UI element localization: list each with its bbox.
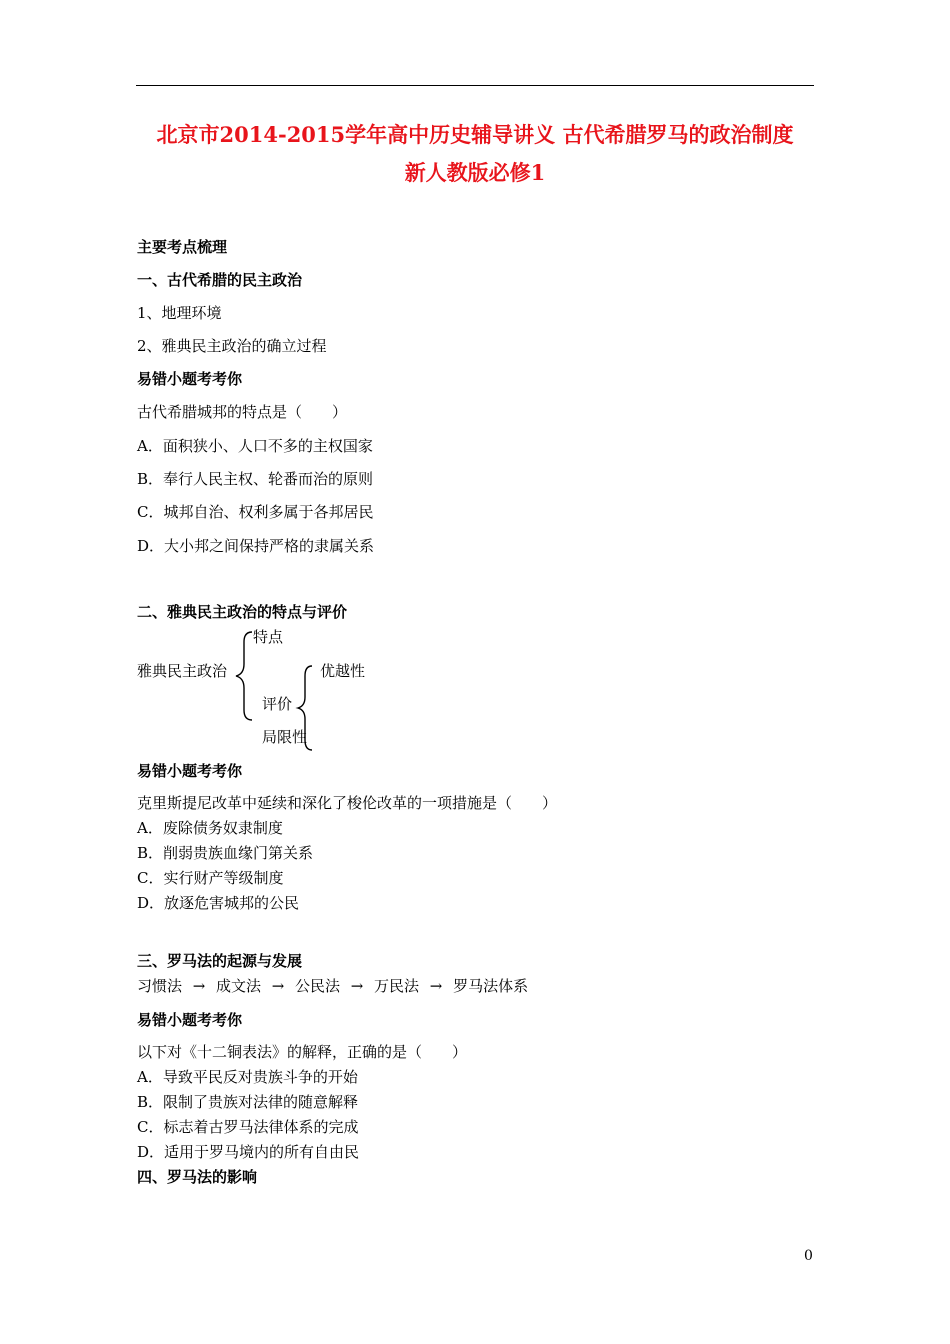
diagram-limitation: 局限性 (262, 728, 308, 746)
flow-arrow-icon: → (271, 977, 285, 995)
flow-arrow-icon: → (429, 977, 443, 995)
flow-step-civil-law: 公民法 (295, 977, 341, 995)
section1-option-d: D．大小邦之间保持严格的隶属关系 (137, 537, 375, 555)
flow-arrow-icon: → (192, 977, 206, 995)
section2-option-d: D．放逐危害城邦的公民 (137, 894, 300, 912)
section1-option-a: A．面积狭小、人口不多的主权国家 (137, 437, 373, 455)
section3-quiz-heading: 易错小题考考你 (137, 1011, 243, 1029)
page-number: 0 (804, 1248, 813, 1264)
section1-item1: 1、地理环境 (137, 304, 222, 322)
section2-heading: 二、雅典民主政治的特点与评价 (137, 603, 348, 621)
section1-option-c: C．城邦自治、权利多属于各邦居民 (137, 503, 374, 521)
section3-option-a: A．导致平民反对贵族斗争的开始 (137, 1068, 358, 1086)
section1-heading: 一、古代希腊的民主政治 (137, 271, 303, 289)
section1-option-b: B．奉行人民主权、轮番而治的原则 (137, 470, 374, 488)
flow-step-customary-law: 习惯法 (137, 977, 183, 995)
document-title-line2: 新人教版必修1 (404, 160, 546, 185)
roman-law-flow (137, 976, 528, 996)
section3-option-b: B．限制了贵族对法律的随意解释 (137, 1093, 359, 1111)
section3-option-d: D．适用于罗马境内的所有自由民 (137, 1143, 360, 1161)
section2-question: 克里斯提尼改革中延续和深化了梭伦改革的一项措施是（ ） (137, 794, 558, 812)
outline-heading: 主要考点梳理 (137, 238, 228, 256)
diagram-main-brace (234, 630, 254, 722)
section4-heading: 四、罗马法的影响 (137, 1168, 258, 1186)
section2-option-b: B．削弱贵族血缘门第关系 (137, 844, 314, 862)
section2-option-a: A．废除债务奴隶制度 (137, 819, 283, 837)
diagram-merit: 优越性 (320, 662, 366, 680)
section3-question: 以下对《十二铜表法》的解释，正确的是（ ） (137, 1043, 468, 1061)
flow-arrow-icon: → (350, 977, 364, 995)
flow-step-law-of-nations: 万民法 (374, 977, 420, 995)
document-title-line1: 北京市2014-2015学年高中历史辅导讲义 古代希腊罗马的政治制度 (156, 122, 794, 147)
section3-option-c: C．标志着古罗马法律体系的完成 (137, 1118, 359, 1136)
section1-question: 古代希腊城邦的特点是（ ） (137, 403, 348, 421)
section2-quiz-heading: 易错小题考考你 (137, 762, 243, 780)
section1-item2: 2、雅典民主政治的确立过程 (137, 337, 327, 355)
section2-option-c: C．实行财产等级制度 (137, 869, 284, 887)
section3-heading: 三、罗马法的起源与发展 (137, 952, 303, 970)
diagram-root: 雅典民主政治 (137, 662, 228, 680)
diagram-features: 特点 (253, 628, 284, 646)
header-rule (136, 85, 814, 86)
flow-step-roman-law-system: 罗马法体系 (453, 977, 529, 995)
section1-quiz-heading: 易错小题考考你 (137, 370, 243, 388)
diagram-evaluation-brace (296, 664, 314, 752)
diagram-evaluation: 评价 (262, 695, 293, 713)
flow-step-written-law: 成文法 (216, 977, 262, 995)
